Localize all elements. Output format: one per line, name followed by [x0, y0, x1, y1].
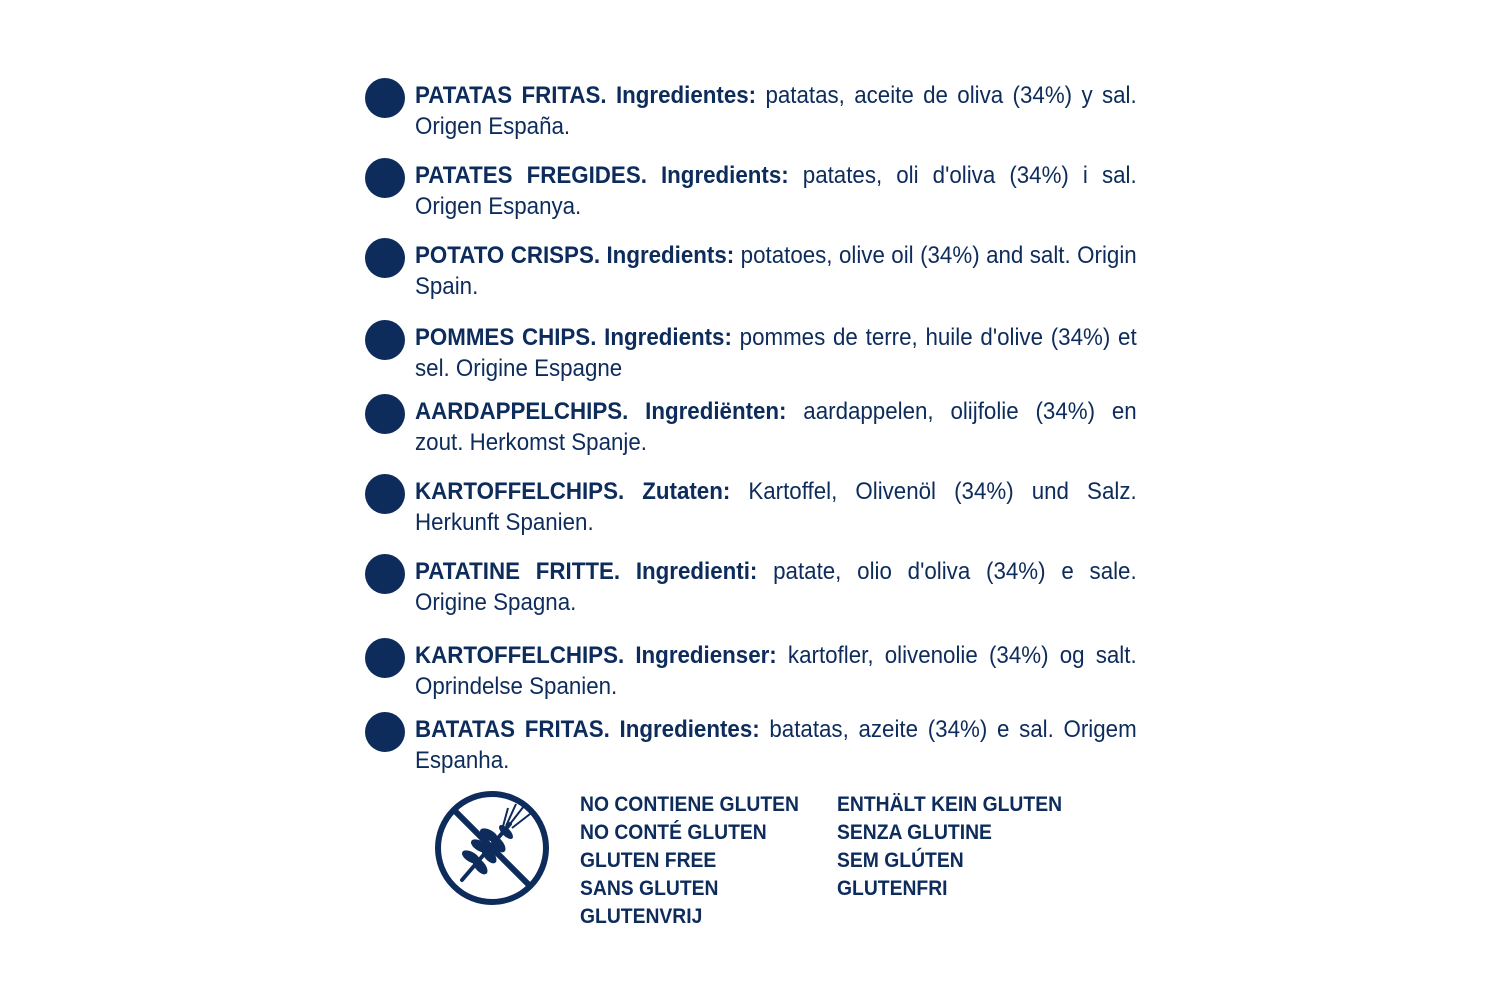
entry-text [415, 160, 1137, 222]
entry-title: KARTOFFELCHIPS. Ingredienser: [415, 642, 777, 669]
gluten-free-text: ENTHÄLT KEIN GLUTEN [837, 793, 1063, 816]
gluten-free-column-1 [580, 791, 799, 931]
bullet-dot [365, 78, 405, 118]
entry-text [415, 396, 1137, 458]
gluten-free-text: GLUTENFRI [837, 877, 948, 900]
gluten-free-text: SANS GLUTEN [580, 877, 719, 900]
entry-text [415, 640, 1137, 702]
gluten-free-column-2 [837, 791, 1062, 903]
entry-title: PATATES FREGIDES. Ingredients: [415, 162, 789, 189]
gluten-free-text: NO CONTÉ GLUTEN [580, 821, 767, 844]
entry-text [415, 80, 1137, 142]
entry-body: patate, olio d'oliva (34%) e sale. Origine Spagna. [415, 558, 1137, 616]
gluten-free-text: GLUTENVRIJ [580, 905, 703, 928]
bullet-dot [365, 394, 405, 434]
bullet-dot [365, 158, 405, 198]
gluten-free-icon [432, 788, 552, 908]
entry-body: aardappelen, olijfolie (34%) en zout. Herkomst Spanje. [415, 398, 1137, 456]
entry-body: patates, oli d'oliva (34%) i sal. Origen Espanya. [415, 162, 1137, 220]
entry-title: AARDAPPELCHIPS. Ingrediënten: [415, 398, 787, 425]
entry-text [415, 240, 1137, 302]
entry-text [415, 556, 1137, 618]
entry-body: pommes de terre, huile d'olive (34%) et sel. Origine Espagne [415, 324, 1137, 382]
entry-body: patatas, aceite de oliva (34%) y sal. Origen España. [415, 82, 1137, 140]
entry-body: Kartoffel, Olivenöl (34%) und Salz. Herkunft Spanien. [415, 478, 1137, 536]
gluten-free-text: SEM GLÚTEN [837, 849, 964, 872]
bullet-dot [365, 238, 405, 278]
entry-title: PATATAS FRITAS. Ingredientes: [415, 82, 757, 109]
gluten-free-text: NO CONTIENE GLUTEN [580, 793, 799, 816]
entry-text [415, 322, 1137, 384]
bullet-dot [365, 638, 405, 678]
entry-body: batatas, azeite (34%) e sal. Origem Espanha. [415, 716, 1137, 774]
bullet-dot [365, 474, 405, 514]
entry-title: KARTOFFELCHIPS. Zutaten: [415, 478, 731, 505]
entry-body: kartofler, olivenolie (34%) og salt. Oprindelse Spanien. [415, 642, 1137, 700]
entry-text [415, 476, 1137, 538]
bullet-dot [365, 712, 405, 752]
bullet-dot [365, 554, 405, 594]
gluten-free-text: GLUTEN FREE [580, 849, 717, 872]
gluten-free-text: SENZA GLUTINE [837, 821, 992, 844]
entry-text [415, 714, 1137, 776]
entry-title: PATATINE FRITTE. Ingredienti: [415, 558, 758, 585]
bullet-dot [365, 320, 405, 360]
entry-title: BATATAS FRITAS. Ingredientes: [415, 716, 760, 743]
gluten-free-block [432, 788, 1132, 938]
entry-title: POMMES CHIPS. Ingredients: [415, 324, 732, 351]
entry-body: potatoes, olive oil (34%) and salt. Origin Spain. [415, 242, 1137, 300]
entry-title: POTATO CRISPS. Ingredients: [415, 242, 735, 269]
